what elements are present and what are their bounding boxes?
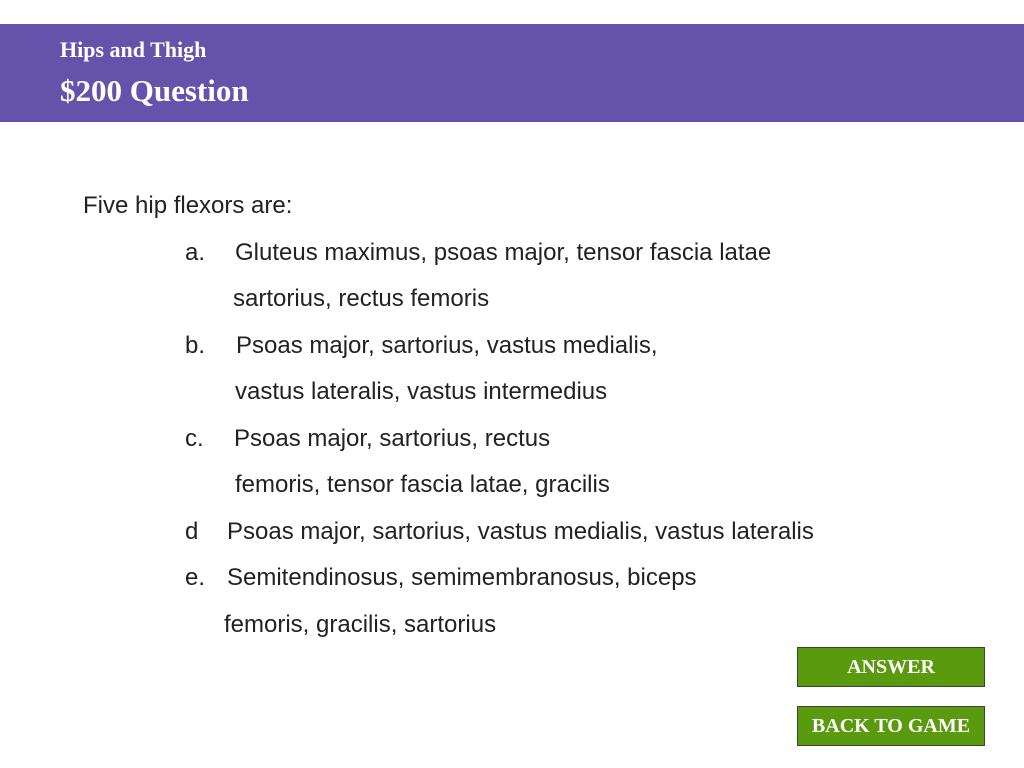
answer-button[interactable]: ANSWER <box>797 647 985 687</box>
option-e-text-line-2: femoris, gracilis, sartorius <box>224 611 497 638</box>
option-b-marker: b. <box>185 332 206 359</box>
option-d-marker: d <box>185 518 199 545</box>
back-to-game-button[interactable]: BACK TO GAME <box>797 706 985 746</box>
option-e-text-line-1: Semitendinosus, semimembranosus, biceps <box>227 564 697 591</box>
option-d-text-line-1: Psoas major, sartorius, vastus medialis, vastus lateralis <box>227 518 814 545</box>
question-prompt: Five hip flexors are: <box>83 192 293 219</box>
category-title: Hips and Thigh <box>60 37 207 62</box>
option-a-text-line-2: sartorius, rectus femoris <box>233 285 490 312</box>
option-e-marker: e. <box>185 564 206 591</box>
option-a-marker: a. <box>185 239 206 266</box>
option-b-text-line-2: vastus lateralis, vastus intermedius <box>235 378 608 405</box>
option-a-text-line-1: Gluteus maximus, psoas major, tensor fascia latae <box>235 239 772 266</box>
option-c-text-line-2: femoris, tensor fascia latae, gracilis <box>235 471 610 498</box>
question-value-title: $200 Question <box>60 73 249 108</box>
option-c-marker: c. <box>185 425 204 452</box>
option-b-text-line-1: Psoas major, sartorius, vastus medialis, <box>236 332 658 359</box>
option-c-text-line-1: Psoas major, sartorius, rectus <box>234 425 551 452</box>
